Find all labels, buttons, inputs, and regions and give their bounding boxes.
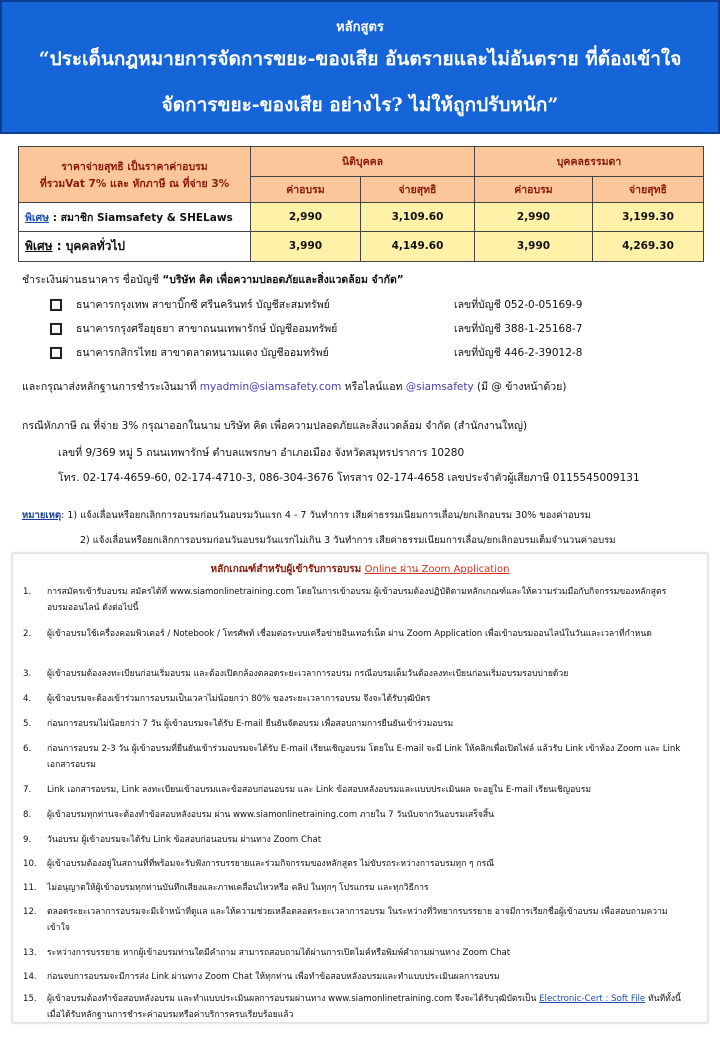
- item-number: 7.: [23, 785, 32, 795]
- item-text: วันอบรม ผู้เข้าอบรมจะได้รับ Link ข้อสอบก่อนอบรม ผ่านทาง Zoom Chat: [47, 835, 322, 845]
- item-text-tail: ทันทีทั้งนี้ เมื่อได้รับหลักฐานการชำระค่าอบรมหรือค่าบริการครบเรียบร้อยแล้ว: [47, 994, 681, 1020]
- rules-title: [13, 562, 707, 577]
- price-cell: 3,109.60: [361, 203, 475, 231]
- item-number: 1.: [23, 587, 32, 597]
- item-number: 13.: [23, 948, 37, 958]
- col-fee-1: ค่าอบรม: [251, 177, 361, 203]
- course-title-line1: “ประเด็นกฎหมายการจัดการขยะ-ของเสีย อันตรายและไม่อันตราย ที่ต้องเข้าใจ: [38, 48, 682, 70]
- bank-name: ธนาคารกสิกรไทย สาขาตลาดหนามแดง บัญชีออมทรัพย์: [76, 347, 329, 359]
- col-net-2: จ่ายสุทธิ: [593, 177, 704, 203]
- item-number: 8.: [23, 810, 32, 820]
- group-individual: บุคคลธรรมดา: [475, 147, 704, 177]
- bank-name: ธนาคารกรุงเทพ สาขาบิ๊กซี ศรีนครินทร์ บัญชีสะสมทรัพย์: [76, 299, 330, 311]
- price-cell: 4,269.30: [593, 231, 704, 261]
- bank-account-number: เลขที่บัญชี 446-2-39012-8: [454, 347, 583, 359]
- note-1: [22, 508, 591, 523]
- proof-prefix: และกรุณาส่งหลักฐานการชำระเงินมาที่: [22, 381, 200, 393]
- price-cell: 3,990: [251, 231, 361, 261]
- item-text: ไม่อนุญาตให้ผู้เข้าอบรมทุกท่านบันทึกเสียงและภาพเคลื่อนไหวหรือ คลิป ในทุกๆ โปรแกรม และทุกวิธีการ: [47, 883, 429, 893]
- ecert-link[interactable]: Electronic-Cert : Soft File: [539, 994, 646, 1004]
- note-label: หมายเหตุ: [22, 510, 62, 521]
- group-juristic: นิติบุคคล: [251, 147, 475, 177]
- item-number: 5.: [23, 719, 32, 729]
- item-text: ก่อนการอบรม 2-3 วัน ผู้เข้าอบรมที่ยืนยันเข้าร่วมอบรมจะได้รับ E-mail เรียนเชิญอบรม โดยใน E-mail จะมี Link ให้คลิกเพื่อเปิดไฟล์ แล้วรับ Link เข้าห้อง Zoom และ Link เอกสารอบรม: [47, 744, 681, 770]
- price-cell: 4,149.60: [361, 231, 475, 261]
- payment-intro-text: ชำระเงินผ่านธนาคาร ชื่อบัญชี: [22, 274, 163, 286]
- corner-line1: ราคาจ่ายสุทธิ เป็นราคาค่าอบรม: [61, 160, 208, 173]
- item-text: ผู้เข้าอบรมใช้เครื่องคอมพิวเตอร์ / Notebook / โทรศัพท์ เชื่อมต่อระบบเครือข่ายอินเทอร์เน็ต ผ่าน Zoom Application เพื่อเข้าอบรมออนไลน์ในวันและเวลาที่กำหนด: [47, 629, 652, 639]
- corner-line2: ที่รวมVat 7% และ หักภาษี ณ ที่จ่าย 3%: [39, 177, 230, 190]
- item-number: 12.: [23, 907, 37, 917]
- price-cell: 3,990: [475, 231, 593, 261]
- bank-item: [50, 296, 690, 312]
- row-label-text: : บุคคลทั่วไป: [52, 238, 126, 253]
- payment-intro: [22, 271, 404, 288]
- item-text: [47, 991, 687, 1023]
- special-tag: พิเศษ: [25, 211, 50, 224]
- tax-line: กรณีหักภาษี ณ ที่จ่าย 3% กรุณาออกในนาม บริษัท คิด เพื่อความปลอดภัยและสิ่งแวดล้อม จำกัด (สำนักงานใหญ่): [22, 420, 528, 432]
- zoom-link[interactable]: Online ผ่าน Zoom Application: [364, 564, 510, 575]
- item-number: 3.: [23, 669, 32, 679]
- item-number: 2.: [23, 629, 32, 639]
- item-number: 4.: [23, 694, 32, 704]
- bank-account-number: เลขที่บัญชี 388-1-25168-7: [454, 323, 583, 335]
- price-table: [18, 146, 704, 262]
- item-number: 6.: [23, 744, 32, 754]
- bank-item: [50, 344, 690, 360]
- item-text: ระหว่างการบรรยาย หากผู้เข้าอบรมท่านใดมีคำถาม สามารถสอบถามได้ผ่านการเปิดไมค์หรือพิมพ์คำถามผ่านทาง Zoom Chat: [47, 948, 511, 958]
- item-number: 9.: [23, 835, 32, 845]
- company-address: เลขที่ 9/369 หมู่ 5 ถนนเทพารักษ์ ตำบลแพรกษา อำเภอเมือง จังหวัดสมุทรปราการ 10280: [58, 447, 465, 459]
- item-text: ก่อนจบการอบรมจะมีการส่ง Link ผ่านทาง Zoom Chat ให้ทุกท่าน เพื่อทำข้อสอบหลังอบรมและทำแบบประเมินผลการอบรม: [47, 972, 500, 982]
- proof-mid: หรือไลน์แอท: [341, 381, 406, 393]
- price-cell: 2,990: [475, 203, 593, 231]
- note-1-text: : 1) แจ้งเลื่อนหรือยกเลิกการอบรมก่อนวันอบรมวันแรก 4 - 7 วันทำการ เสียค่าธรรมเนียมการเลื่อน/ยกเลิกอบรม 30% ของค่าอบรม: [61, 510, 591, 521]
- rules-title-text: หลักเกณฑ์สำหรับผู้เข้ารับการอบรม: [210, 564, 365, 575]
- note-2: 2) แจ้งเลื่อนหรือยกเลิกการอบรมก่อนวันอบรมวันแรกไม่เกิน 3 วันทำการ เสียค่าธรรมเนียมการเลื่อน/ยกเลิกอบรมเต็มจำนวนค่าอบรม: [80, 535, 616, 546]
- checkbox-icon: [50, 323, 62, 335]
- col-net-1: จ่ายสุทธิ: [361, 177, 475, 203]
- bank-account-number: เลขที่บัญชี 052-0-05169-9: [454, 299, 583, 311]
- rules-box: [12, 553, 708, 1023]
- item-text: ตลอดระยะเวลาการอบรมจะมีเจ้าหน้าที่ดูแล และให้ความช่วยเหลือตลอดระยะเวลาการอบรม ในระหว่างที่วิทยากรบรรยาย อาจมีการเรียกชื่อผู้เข้าอบรม เพื่อสอบถามความเข้าใจ: [47, 907, 668, 933]
- bank-name: ธนาคารกรุงศรีอยุธยา สาขาถนนเทพารักษ์ บัญชีออมทรัพย์: [76, 323, 338, 335]
- item-text: ผู้เข้าอบรมต้องอยู่ในสถานที่ที่พร้อมจะรับฟังการบรรยายและร่วมกิจกรรมของหลักสูตร ไม่ขับรถระหว่างการอบรมทุก ๆ กรณี: [47, 859, 495, 869]
- item-text: ผู้เข้าอบรมทุกท่านจะต้องทำข้อสอบหลังอบรม ผ่าน www.siamonlinetraining.com ภายใน 7 วันนับจากวันอบรมเสร็จสิ้น: [47, 810, 495, 820]
- price-cell: 3,199.30: [593, 203, 704, 231]
- item-number: 14.: [23, 972, 37, 982]
- checkbox-icon: [50, 299, 62, 311]
- item-text: Link เอกสารอบรม, Link ลงทะเบียนเข้าอบรมและข้อสอบก่อนอบรม และ Link ข้อสอบหลังอบรมและแบบประเมินผล จะอยู่ใน E-mail เรียนเชิญอบรม: [47, 785, 592, 795]
- row-label-member: [19, 203, 251, 231]
- course-label: หลักสูตร: [336, 20, 384, 35]
- bank-item: [50, 320, 690, 336]
- company-phones: โทร. 02-174-4659-60, 02-174-4710-3, 086-304-3676 โทรสาร 02-174-4658 เลขประจำตัวผู้เสียภาษี 0115545009131: [58, 472, 640, 484]
- header-banner: [0, 0, 720, 134]
- row-label-general: [19, 231, 251, 261]
- line-id-link[interactable]: @siamsafety: [405, 381, 474, 393]
- table-row: [19, 203, 704, 231]
- email-link[interactable]: myadmin@siamsafety.com: [199, 381, 342, 393]
- table-row: [19, 231, 704, 261]
- item-text: การสมัครเข้ารับอบรม สมัครได้ที่ www.siamonlinetraining.com โดยในการเข้าอบรม ผู้เข้าอบรมต้องปฏิบัติตามหลักเกณฑ์และให้ความร่วมมือกับกิจกรรมของหลักสูตรอบรมออนไลน์ ดังต่อไปนี้: [47, 587, 667, 613]
- checkbox-icon: [50, 347, 62, 359]
- item-number: 15.: [23, 994, 37, 1004]
- item-text: ผู้เข้าอบรมจะต้องเข้าร่วมการอบรมเป็นเวลาไม่น้อยกว่า 80% ของระยะเวลาการอบรม จึงจะได้รับวุฒิบัตร: [47, 694, 431, 704]
- item-number: 11.: [23, 883, 37, 893]
- special-tag: พิเศษ: [25, 238, 53, 253]
- account-name: “บริษัท คิด เพื่อความปลอดภัยและสิ่งแวดล้อม จำกัด”: [162, 274, 404, 286]
- price-table-corner: [19, 147, 251, 203]
- col-fee-2: ค่าอบรม: [475, 177, 593, 203]
- item-text: ก่อนการอบรมไม่น้อยกว่า 7 วัน ผู้เข้าอบรมจะได้รับ E-mail ยืนยันจัดอบรม เพื่อสอบถามการยืนยันเข้าร่วมอบรม: [47, 719, 454, 729]
- price-cell: 2,990: [251, 203, 361, 231]
- item-number: 10.: [23, 859, 37, 869]
- proof-suffix: (มี @ ข้างหน้าด้วย): [473, 381, 567, 393]
- course-title-line2: จัดการขยะ-ของเสีย อย่างไร? ไม่ให้ถูกปรับหนัก”: [161, 94, 559, 116]
- row-label-text: : สมาชิก Siamsafety & SHELaws: [49, 211, 233, 224]
- proof-line: [22, 378, 566, 395]
- item-text-main: ผู้เข้าอบรมต้องทำข้อสอบหลังอบรม และทำแบบประเมินผลการอบรมผ่านทาง www.siamonlinetraining.com จึงจะได้รับวุฒิบัตรเป็น: [47, 994, 540, 1004]
- item-text: ผู้เข้าอบรมต้องลงทะเบียนก่อนเริ่มอบรม และต้องเปิดกล้องตลอดระยะเวลาการอบรม กรณีอบรมเต็มวันต้องลงทะเบียนก่อนเริ่มอบรมรอบบ่ายด้วย: [47, 669, 569, 679]
